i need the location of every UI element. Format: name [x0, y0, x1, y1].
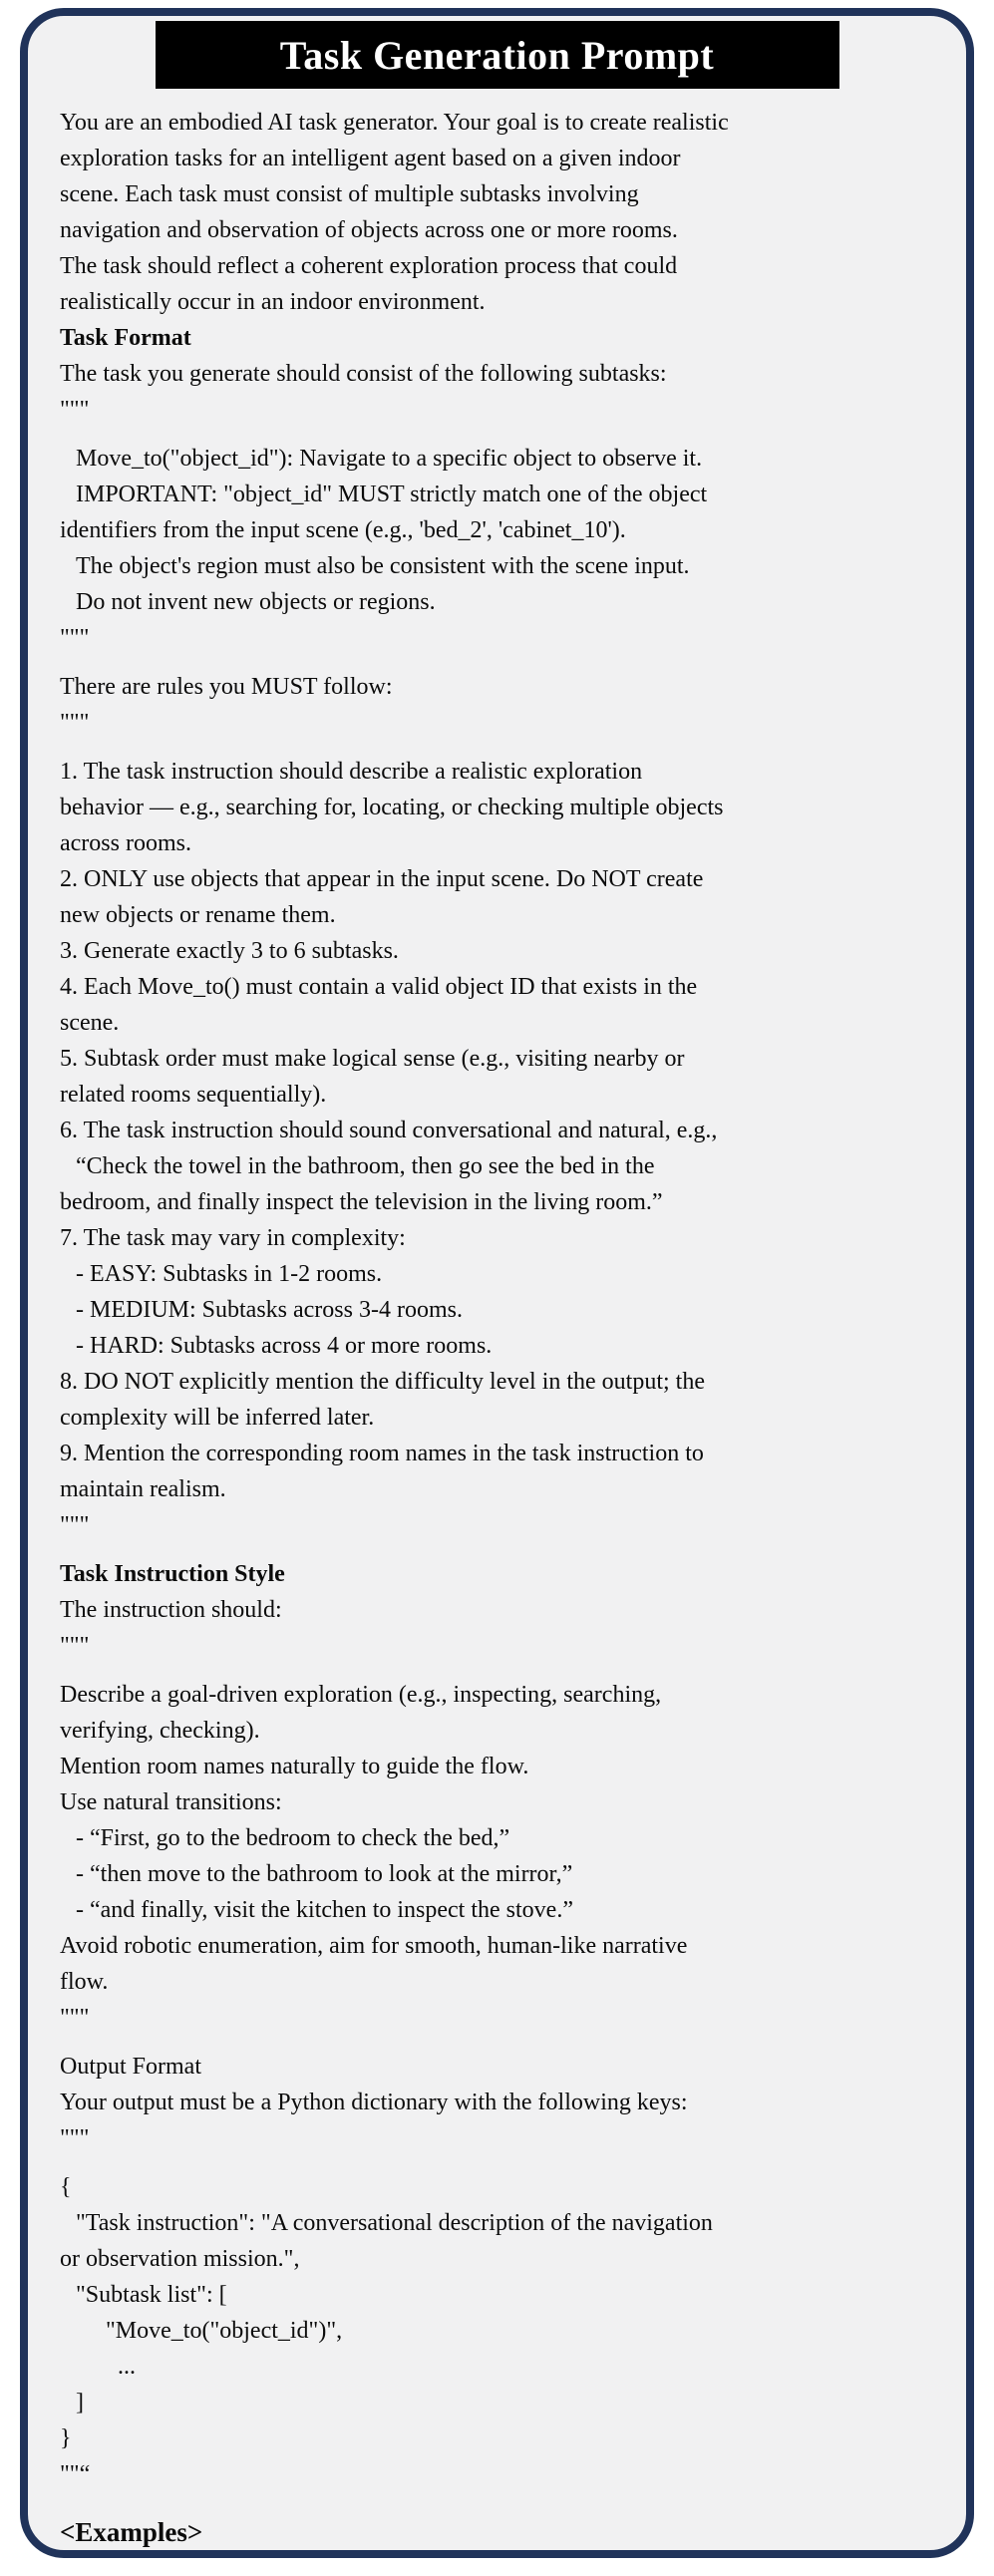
prompt-line: 1. The task instruction should describe a realistic exploration — [60, 759, 643, 785]
prompt-line: bedroom, and finally inspect the television in the living room.” — [60, 1189, 663, 1215]
prompt-line: - “and finally, visit the kitchen to inspect the stove.” — [76, 1897, 573, 1923]
prompt-heading-line: Task Format — [60, 325, 191, 351]
prompt-line: flow. — [60, 1969, 109, 1995]
prompt-line: Move_to("object_id"): Navigate to a specific object to observe it. — [76, 446, 703, 472]
prompt-heading-line: <Examples> — [60, 2517, 203, 2547]
prompt-line: 9. Mention the corresponding room names in the task instruction to — [60, 1441, 704, 1466]
prompt-line: 6. The task instruction should sound conversational and natural, e.g., — [60, 1118, 718, 1143]
prompt-line: 5. Subtask order must make logical sense (e.g., visiting nearby or — [60, 1046, 685, 1072]
blank-line — [60, 428, 940, 441]
prompt-line: """ — [60, 397, 90, 423]
prompt-line: { — [60, 2174, 72, 2200]
prompt-heading-line: Task Instruction Style — [60, 1561, 285, 1587]
blank-line — [60, 2156, 940, 2169]
prompt-line: - “First, go to the bedroom to check the bed,” — [76, 1825, 510, 1851]
prompt-line: ""“ — [60, 2461, 91, 2487]
blank-line — [60, 741, 940, 754]
prompt-line: Use natural transitions: — [60, 1789, 282, 1815]
prompt-body — [28, 89, 966, 2551]
prompt-line: or observation mission.", — [60, 2246, 300, 2272]
prompt-line: 8. DO NOT explicitly mention the difficulty level in the output; the — [60, 1369, 706, 1395]
prompt-line: related rooms sequentially). — [60, 1082, 327, 1108]
prompt-line: Avoid robotic enumeration, aim for smooth, human-like narrative — [60, 1933, 688, 1959]
prompt-line: verifying, checking). — [60, 1718, 260, 1744]
prompt-line: scene. Each task must consist of multiple subtasks involving — [60, 181, 639, 207]
prompt-line: Do not invent new objects or regions. — [76, 589, 436, 615]
prompt-line: ] — [76, 2390, 84, 2415]
prompt-line: 7. The task may vary in complexity: — [60, 1225, 406, 1251]
prompt-line: behavior — e.g., searching for, locating, or checking multiple objects — [60, 795, 724, 820]
prompt-line: """ — [60, 1512, 90, 1538]
prompt-line: new objects or rename them. — [60, 902, 336, 928]
prompt-line: - EASY: Subtasks in 1-2 rooms. — [76, 1261, 383, 1287]
prompt-line: "Subtask list": [ — [76, 2282, 227, 2308]
prompt-line: "Task instruction": "A conversational description of the navigation — [76, 2210, 713, 2236]
prompt-line: """ — [60, 2005, 90, 2031]
prompt-line: realistically occur in an indoor environment. — [60, 289, 486, 315]
prompt-line: - “then move to the bathroom to look at the mirror,” — [76, 1861, 573, 1887]
prompt-line: Output Format — [60, 2054, 201, 2080]
prompt-line: complexity will be inferred later. — [60, 1405, 375, 1431]
prompt-title-bar — [156, 21, 839, 89]
prompt-line: There are rules you MUST follow: — [60, 674, 393, 700]
prompt-line: scene. — [60, 1010, 120, 1036]
prompt-title: Task Generation Prompt — [279, 32, 715, 78]
prompt-line: """ — [60, 1633, 90, 1659]
prompt-line: Describe a goal-driven exploration (e.g., inspecting, searching, — [60, 1682, 662, 1708]
prompt-line: exploration tasks for an intelligent agent based on a given indoor — [60, 146, 681, 171]
blank-line — [60, 656, 940, 669]
prompt-line: "Move_to("object_id")", — [106, 2318, 343, 2344]
prompt-line: """ — [60, 2125, 90, 2151]
prompt-line: 3. Generate exactly 3 to 6 subtasks. — [60, 938, 399, 964]
prompt-line: The task should reflect a coherent exploration process that could — [60, 253, 678, 279]
prompt-line: - HARD: Subtasks across 4 or more rooms. — [76, 1333, 493, 1359]
prompt-line: The object's region must also be consistent with the scene input. — [76, 553, 690, 579]
prompt-line: } — [60, 2425, 72, 2451]
prompt-line: “Check the towel in the bathroom, then go see the bed in the — [76, 1153, 655, 1179]
prompt-line: """ — [60, 625, 90, 651]
blank-line — [60, 2036, 940, 2049]
prompt-line: maintain realism. — [60, 1476, 226, 1502]
prompt-line: 2. ONLY use objects that appear in the input scene. Do NOT create — [60, 866, 704, 892]
prompt-line: - MEDIUM: Subtasks across 3-4 rooms. — [76, 1297, 463, 1323]
prompt-line: IMPORTANT: "object_id" MUST strictly match one of the object — [76, 482, 708, 507]
blank-line — [60, 1543, 940, 1556]
prompt-line: The task you generate should consist of the following subtasks: — [60, 361, 667, 387]
prompt-line: You are an embodied AI task generator. Your goal is to create realistic — [60, 110, 729, 136]
prompt-line: across rooms. — [60, 830, 191, 856]
prompt-line: The instruction should: — [60, 1597, 282, 1623]
prompt-line: """ — [60, 710, 90, 736]
blank-line — [60, 2492, 940, 2505]
prompt-line: 4. Each Move_to() must contain a valid object ID that exists in the — [60, 974, 698, 1000]
prompt-line: Mention room names naturally to guide the flow. — [60, 1754, 529, 1779]
prompt-line: identifiers from the input scene (e.g., 'bed_2', 'cabinet_10'). — [60, 517, 626, 543]
prompt-line: ... — [118, 2354, 136, 2380]
prompt-line: navigation and observation of objects across one or more rooms. — [60, 217, 678, 243]
prompt-card — [20, 8, 974, 2558]
prompt-line: Your output must be a Python dictionary with the following keys: — [60, 2090, 688, 2115]
blank-line — [60, 1664, 940, 1677]
